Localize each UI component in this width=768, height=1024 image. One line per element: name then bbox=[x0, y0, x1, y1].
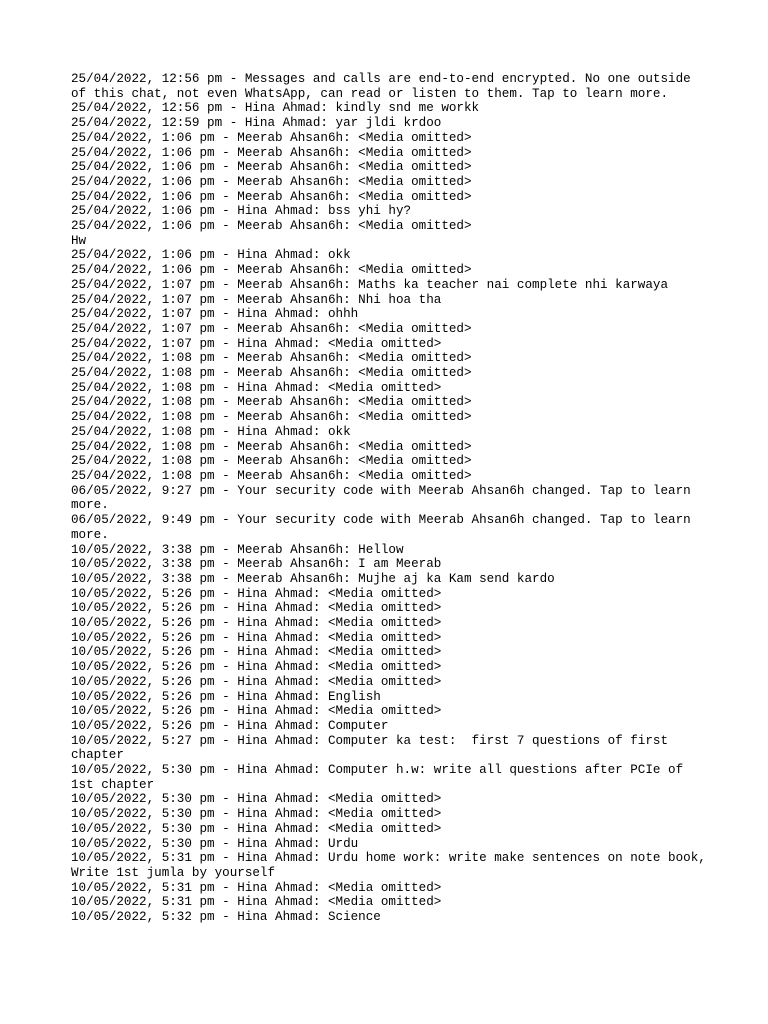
chat-line: 25/04/2022, 1:06 pm - Meerab Ahsan6h: <Media omitted> bbox=[71, 174, 472, 189]
chat-line: 25/04/2022, 1:08 pm - Meerab Ahsan6h: <Media omitted> bbox=[71, 366, 472, 381]
chat-line: 10/05/2022, 5:26 pm - Hina Ahmad: <Media omitted> bbox=[71, 674, 442, 689]
chat-line: 10/05/2022, 3:38 pm - Meerab Ahsan6h: Mujhe aj ka Kam send kardo bbox=[71, 571, 555, 586]
chat-line: 10/05/2022, 5:31 pm - Hina Ahmad: <Media omitted> bbox=[71, 880, 442, 895]
chat-line: Write 1st jumla by yourself bbox=[71, 865, 276, 880]
chat-export-page bbox=[71, 72, 711, 925]
chat-line: 25/04/2022, 1:07 pm - Meerab Ahsan6h: Maths ka teacher nai complete nhi karwaya bbox=[71, 277, 669, 292]
chat-line: 10/05/2022, 5:30 pm - Hina Ahmad: <Media omitted> bbox=[71, 821, 442, 836]
chat-line: 10/05/2022, 3:38 pm - Meerab Ahsan6h: I am Meerab bbox=[71, 557, 442, 572]
chat-line: 25/04/2022, 1:08 pm - Meerab Ahsan6h: <Media omitted> bbox=[71, 439, 472, 454]
chat-line: 25/04/2022, 1:07 pm - Meerab Ahsan6h: <Media omitted> bbox=[71, 321, 472, 336]
chat-line: 10/05/2022, 5:26 pm - Hina Ahmad: <Media omitted> bbox=[71, 630, 442, 645]
chat-line: 25/04/2022, 12:59 pm - Hina Ahmad: yar jldi krdoo bbox=[71, 116, 442, 131]
chat-line: 10/05/2022, 5:27 pm - Hina Ahmad: Computer ka test: first 7 questions of first chapter bbox=[71, 733, 676, 763]
chat-line: 25/04/2022, 1:06 pm - Meerab Ahsan6h: <Media omitted> bbox=[71, 145, 472, 160]
chat-line: Hw bbox=[71, 233, 87, 248]
chat-line: 25/04/2022, 1:06 pm - Meerab Ahsan6h: <Media omitted> bbox=[71, 189, 472, 204]
chat-line: 25/04/2022, 1:08 pm - Meerab Ahsan6h: <Media omitted> bbox=[71, 351, 472, 366]
chat-line: 10/05/2022, 5:31 pm - Hina Ahmad: <Media omitted> bbox=[71, 895, 442, 910]
chat-line: 25/04/2022, 1:06 pm - Meerab Ahsan6h: <Media omitted> bbox=[71, 160, 472, 175]
chat-line: 10/05/2022, 5:26 pm - Hina Ahmad: English bbox=[71, 689, 381, 704]
chat-line: 10/05/2022, 5:32 pm - Hina Ahmad: Science bbox=[71, 910, 381, 925]
chat-line: 25/04/2022, 1:08 pm - Hina Ahmad: okk bbox=[71, 424, 351, 439]
chat-line: 10/05/2022, 5:26 pm - Hina Ahmad: <Media omitted> bbox=[71, 704, 442, 719]
chat-line: 10/05/2022, 5:26 pm - Hina Ahmad: <Media omitted> bbox=[71, 616, 442, 631]
chat-line: 25/04/2022, 1:08 pm - Meerab Ahsan6h: <Media omitted> bbox=[71, 410, 472, 425]
chat-line: 10/05/2022, 3:38 pm - Meerab Ahsan6h: Hellow bbox=[71, 542, 404, 557]
chat-line: 25/04/2022, 1:07 pm - Hina Ahmad: ohhh bbox=[71, 307, 359, 322]
chat-line: 06/05/2022, 9:27 pm - Your security code with Meerab Ahsan6h changed. Tap to learn more. bbox=[71, 483, 699, 513]
chat-line: 10/05/2022, 5:30 pm - Hina Ahmad: Urdu bbox=[71, 836, 359, 851]
chat-line: 25/04/2022, 1:08 pm - Meerab Ahsan6h: <Media omitted> bbox=[71, 395, 472, 410]
chat-line: 25/04/2022, 1:06 pm - Meerab Ahsan6h: <Media omitted> bbox=[71, 263, 472, 278]
chat-line: 10/05/2022, 5:30 pm - Hina Ahmad: <Media omitted> bbox=[71, 807, 442, 822]
chat-line: 10/05/2022, 5:26 pm - Hina Ahmad: Computer bbox=[71, 718, 389, 733]
chat-line: 25/04/2022, 1:08 pm - Meerab Ahsan6h: <Media omitted> bbox=[71, 454, 472, 469]
chat-line: 10/05/2022, 5:26 pm - Hina Ahmad: <Media omitted> bbox=[71, 586, 442, 601]
chat-line: 10/05/2022, 5:30 pm - Hina Ahmad: <Media omitted> bbox=[71, 792, 442, 807]
chat-line: 25/04/2022, 1:08 pm - Hina Ahmad: <Media omitted> bbox=[71, 380, 442, 395]
chat-line: 10/05/2022, 5:26 pm - Hina Ahmad: <Media omitted> bbox=[71, 660, 442, 675]
chat-line: 06/05/2022, 9:49 pm - Your security code with Meerab Ahsan6h changed. Tap to learn more. bbox=[71, 513, 699, 542]
chat-line: 10/05/2022, 5:31 pm - Hina Ahmad: Urdu home work: write make sentences on note book, bbox=[71, 851, 706, 866]
chat-line: 25/04/2022, 12:56 pm - Hina Ahmad: kindly snd me workk bbox=[71, 101, 480, 116]
chat-line: 25/04/2022, 1:07 pm - Meerab Ahsan6h: Nhi hoa tha bbox=[71, 292, 442, 307]
chat-line: 10/05/2022, 5:30 pm - Hina Ahmad: Computer h.w: write all questions after PCIe of 1st chapter bbox=[71, 763, 691, 792]
chat-line: 25/04/2022, 1:08 pm - Meerab Ahsan6h: <Media omitted> bbox=[71, 468, 472, 483]
chat-line: 25/04/2022, 1:06 pm - Meerab Ahsan6h: <Media omitted> bbox=[71, 130, 472, 145]
chat-line: 25/04/2022, 1:06 pm - Meerab Ahsan6h: <Media omitted> bbox=[71, 219, 472, 234]
chat-line: 25/04/2022, 1:06 pm - Hina Ahmad: okk bbox=[71, 248, 351, 263]
chat-line: 25/04/2022, 12:56 pm - Messages and calls are end-to-end encrypted. No one outside of this chat, not even WhatsApp, can read or listen to them. Tap to learn more. bbox=[71, 72, 699, 101]
chat-line: 10/05/2022, 5:26 pm - Hina Ahmad: <Media omitted> bbox=[71, 601, 442, 616]
chat-line: 25/04/2022, 1:07 pm - Hina Ahmad: <Media omitted> bbox=[71, 336, 442, 351]
chat-line: 25/04/2022, 1:06 pm - Hina Ahmad: bss yhi hy? bbox=[71, 204, 412, 219]
chat-line: 10/05/2022, 5:26 pm - Hina Ahmad: <Media omitted> bbox=[71, 645, 442, 660]
